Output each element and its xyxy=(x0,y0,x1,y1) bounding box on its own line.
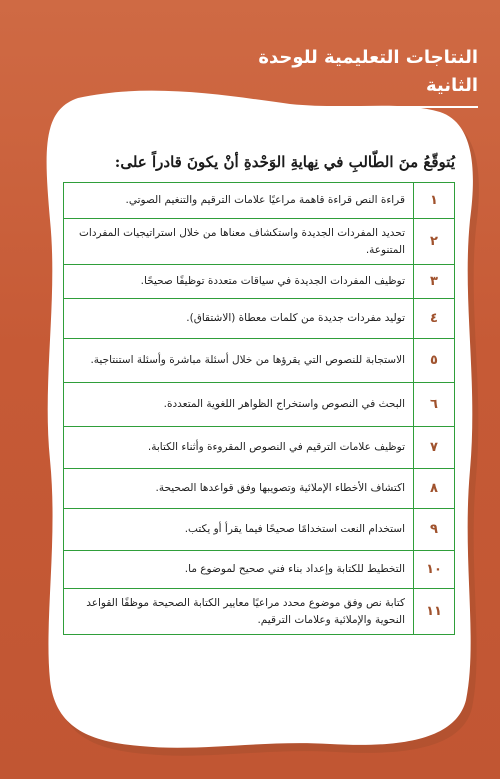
table-row xyxy=(64,265,455,299)
table-row xyxy=(64,299,455,339)
outcomes-section xyxy=(60,150,455,635)
table-row xyxy=(64,427,455,469)
outcome-number: ٥ xyxy=(414,339,455,383)
table-row xyxy=(64,589,455,635)
outcome-number: ٦ xyxy=(414,383,455,427)
outcome-number: ٧ xyxy=(414,427,455,469)
outcome-text: توظيف علامات الترقيم في النصوص المقروءة وأثناء الكتابة. xyxy=(64,427,414,469)
outcomes-table-body xyxy=(64,183,455,635)
outcome-text: توظيف المفردات الجديدة في سياقات متعددة توظيفًا صحيحًا. xyxy=(64,265,414,299)
outcome-number: ٣ xyxy=(414,265,455,299)
outcome-text: قراءة النص قراءة قاهمة مراعيًا علامات الترقيم والتنغيم الصوتي. xyxy=(64,183,414,219)
outcome-text: تحديد المفردات الجديدة واستكشاف معناها من خلال استراتيجيات المفردات المتنوعة. xyxy=(64,219,414,265)
outcome-number: ١٠ xyxy=(414,551,455,589)
table-row xyxy=(64,183,455,219)
table-row xyxy=(64,551,455,589)
outcome-text: اكتشاف الأخطاء الإملائية وتصويبها وفق قواعدها الصحيحة. xyxy=(64,469,414,509)
page-title: النتاجات التعليمية للوحدة الثانية xyxy=(258,47,478,96)
table-row xyxy=(64,339,455,383)
outcome-number: ٢ xyxy=(414,219,455,265)
outcomes-table xyxy=(63,182,455,635)
table-row xyxy=(64,383,455,427)
outcome-text: كتابة نص وفق موضوع محدد مراعيًا معايير الكتابة الصحيحة موظفًا القواعد النحوية والإملائية وعلامات الترقيم. xyxy=(64,589,414,635)
table-row xyxy=(64,509,455,551)
outcome-text: التخطيط للكتابة وإعداد بناء فني صحيح لموضوع ما. xyxy=(64,551,414,589)
intro-text: يُتوقّعُ منَ الطّالبِ في نِهايةِ الوَحْدةِ أنْ يكونَ قادراً على: xyxy=(114,153,455,171)
outcome-number: ١١ xyxy=(414,589,455,635)
outcome-number: ٤ xyxy=(414,299,455,339)
outcome-text: البحث في النصوص واستخراج الظواهر اللغوية المتعددة. xyxy=(64,383,414,427)
table-row xyxy=(64,219,455,265)
outcome-text: استخدام النعت استخدامًا صحيحًا فيما يقرأ أو يكتب. xyxy=(64,509,414,551)
table-row xyxy=(64,469,455,509)
outcome-number: ٩ xyxy=(414,509,455,551)
outcome-text: الاستجابة للنصوص التي يقرؤها من خلال أسئلة مباشرة وأسئلة استنتاجية. xyxy=(64,339,414,383)
outcome-text: توليد مفردات جديدة من كلمات معطاة (الاشتقاق). xyxy=(64,299,414,339)
outcome-number: ٨ xyxy=(414,469,455,509)
outcome-number: ١ xyxy=(414,183,455,219)
